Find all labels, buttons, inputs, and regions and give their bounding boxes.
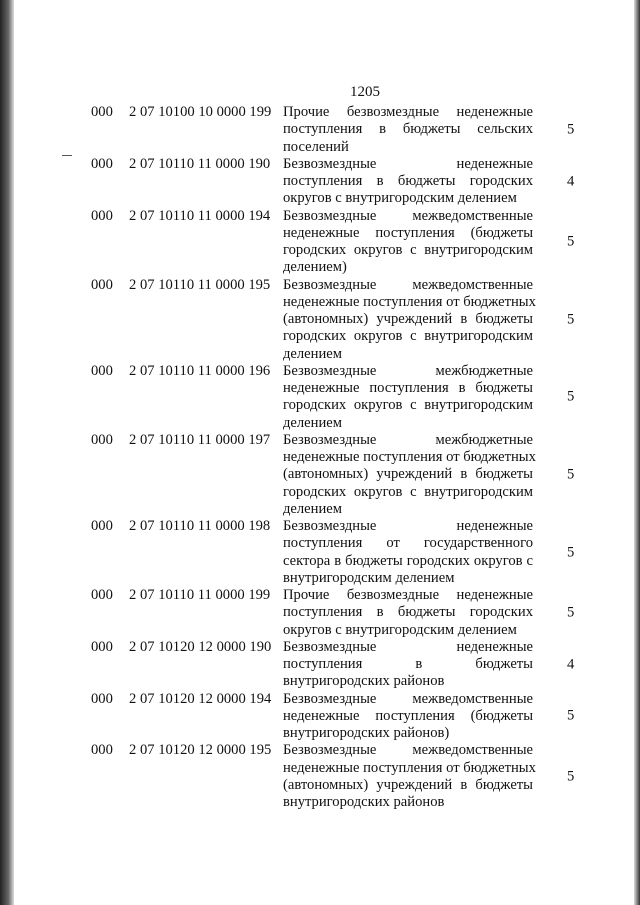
description-line: внутригородских районов — [283, 794, 445, 810]
description-line: Безвозмездные неденежные — [283, 518, 533, 534]
admin-code: 000 — [91, 742, 113, 759]
description-line: поступления в бюджеты — [283, 656, 533, 672]
admin-code: 000 — [91, 155, 113, 172]
description-line: поступления в бюджеты городских — [283, 173, 533, 189]
row-value: 4 — [567, 656, 575, 672]
description-line: Безвозмездные межведомственные — [283, 690, 533, 707]
description-line: поступления от государственного — [283, 535, 533, 552]
description-line: неденежные поступления (бюджеты — [283, 707, 533, 724]
table-row — [0, 104, 640, 156]
budget-classification-code: 2 07 10110 11 0000 194 — [129, 207, 271, 224]
table-row — [0, 639, 640, 691]
row-description — [283, 431, 536, 518]
description-line: неденежные поступления от бюджетных — [283, 449, 536, 465]
admin-code: 000 — [91, 207, 113, 224]
description-line: округов с внутригородским делением — [283, 621, 517, 638]
row-value: 5 — [567, 707, 575, 724]
description-line: Прочие безвозмездные неденежные — [283, 104, 533, 120]
budget-classification-code: 2 07 10120 12 0000 190 — [129, 638, 272, 655]
description-line: городских округов с внутригородским — [283, 397, 533, 414]
description-line: городских округов с внутригородским — [283, 328, 533, 345]
description-line: Безвозмездные межведомственные — [283, 207, 533, 224]
description-line: внутригородских районов) — [283, 725, 450, 741]
description-line: поступления в бюджеты городских — [283, 604, 533, 621]
description-line: делением) — [283, 259, 347, 276]
row-description — [283, 691, 533, 743]
description-line: неденежные поступления от бюджетных — [283, 759, 536, 776]
description-line: Безвозмездные межбюджетные — [283, 362, 533, 379]
description-line: поступления в бюджеты сельских — [283, 121, 533, 138]
description-line: округов с внутригородским делением — [283, 190, 517, 207]
row-description — [283, 104, 533, 156]
code-table — [0, 104, 640, 811]
table-row — [0, 277, 640, 363]
row-value: 5 — [567, 121, 575, 138]
description-line: Безвозмездные неденежные — [283, 638, 533, 655]
table-row — [0, 518, 640, 587]
budget-classification-code: 2 07 10120 12 0000 195 — [129, 742, 272, 759]
admin-code: 000 — [91, 518, 113, 534]
budget-classification-code: 2 07 10110 11 0000 190 — [129, 155, 271, 172]
description-line: Безвозмездные межбюджетные — [283, 431, 533, 448]
description-line: Безвозмездные неденежные — [283, 155, 533, 172]
row-description — [283, 742, 536, 811]
row-value: 5 — [567, 768, 575, 785]
admin-code: 000 — [91, 104, 113, 120]
row-value: 5 — [567, 388, 575, 405]
table-row — [0, 156, 640, 208]
row-description — [283, 208, 533, 277]
description-line: неденежные поступления (бюджеты — [283, 224, 533, 241]
row-value: 5 — [567, 311, 575, 327]
admin-code: 000 — [91, 276, 113, 293]
row-description — [283, 587, 533, 639]
budget-classification-code: 2 07 10110 11 0000 197 — [129, 431, 271, 448]
row-value: 5 — [567, 466, 575, 483]
description-line: делением — [283, 414, 342, 431]
row-value: 5 — [567, 604, 575, 621]
description-line: городских округов с внутригородским — [283, 483, 533, 500]
table-row — [0, 208, 640, 277]
description-line: делением — [283, 345, 342, 362]
row-value: 5 — [567, 233, 575, 250]
table-row — [0, 587, 640, 639]
admin-code: 000 — [91, 638, 113, 655]
description-line: (автономных) учреждений в бюджеты — [283, 311, 533, 327]
admin-code: 000 — [91, 362, 113, 379]
table-row — [0, 363, 640, 432]
description-line: внутригородских районов — [283, 673, 445, 690]
description-line: сектора в бюджеты городских округов с — [283, 552, 533, 569]
budget-classification-code: 2 07 10110 11 0000 195 — [129, 276, 271, 293]
budget-classification-code: 2 07 10110 11 0000 196 — [129, 362, 271, 379]
row-description — [283, 276, 536, 363]
admin-code: 000 — [91, 587, 113, 603]
description-line: (автономных) учреждений в бюджеты — [283, 466, 533, 483]
description-line: Безвозмездные межведомственные — [283, 276, 533, 293]
admin-code: 000 — [91, 690, 113, 707]
row-description — [283, 156, 533, 208]
description-line: (автономных) учреждений в бюджеты — [283, 776, 533, 793]
description-line: неденежные поступления от бюджетных — [283, 293, 536, 310]
description-line: Безвозмездные межведомственные — [283, 742, 533, 759]
row-description — [283, 518, 533, 587]
description-line: городских округов с внутригородским — [283, 242, 533, 258]
row-value: 5 — [567, 543, 575, 560]
table-row — [0, 691, 640, 743]
row-description — [283, 639, 533, 691]
row-value: 4 — [567, 173, 575, 189]
page-number: 1205 — [350, 84, 380, 100]
description-line: неденежные поступления в бюджеты — [283, 380, 533, 396]
admin-code: 000 — [91, 431, 113, 448]
description-line: поселений — [283, 138, 349, 155]
table-row — [0, 742, 640, 811]
budget-classification-code: 2 07 10100 10 0000 199 — [129, 104, 272, 120]
description-line: делением — [283, 500, 342, 517]
description-line: внутригородским делением — [283, 569, 455, 586]
budget-classification-code: 2 07 10110 11 0000 199 — [129, 587, 271, 603]
row-description — [283, 363, 533, 432]
table-row — [0, 432, 640, 518]
budget-classification-code: 2 07 10120 12 0000 194 — [129, 690, 272, 707]
budget-classification-code: 2 07 10110 11 0000 198 — [129, 518, 271, 534]
description-line: Прочие безвозмездные неденежные — [283, 587, 533, 603]
